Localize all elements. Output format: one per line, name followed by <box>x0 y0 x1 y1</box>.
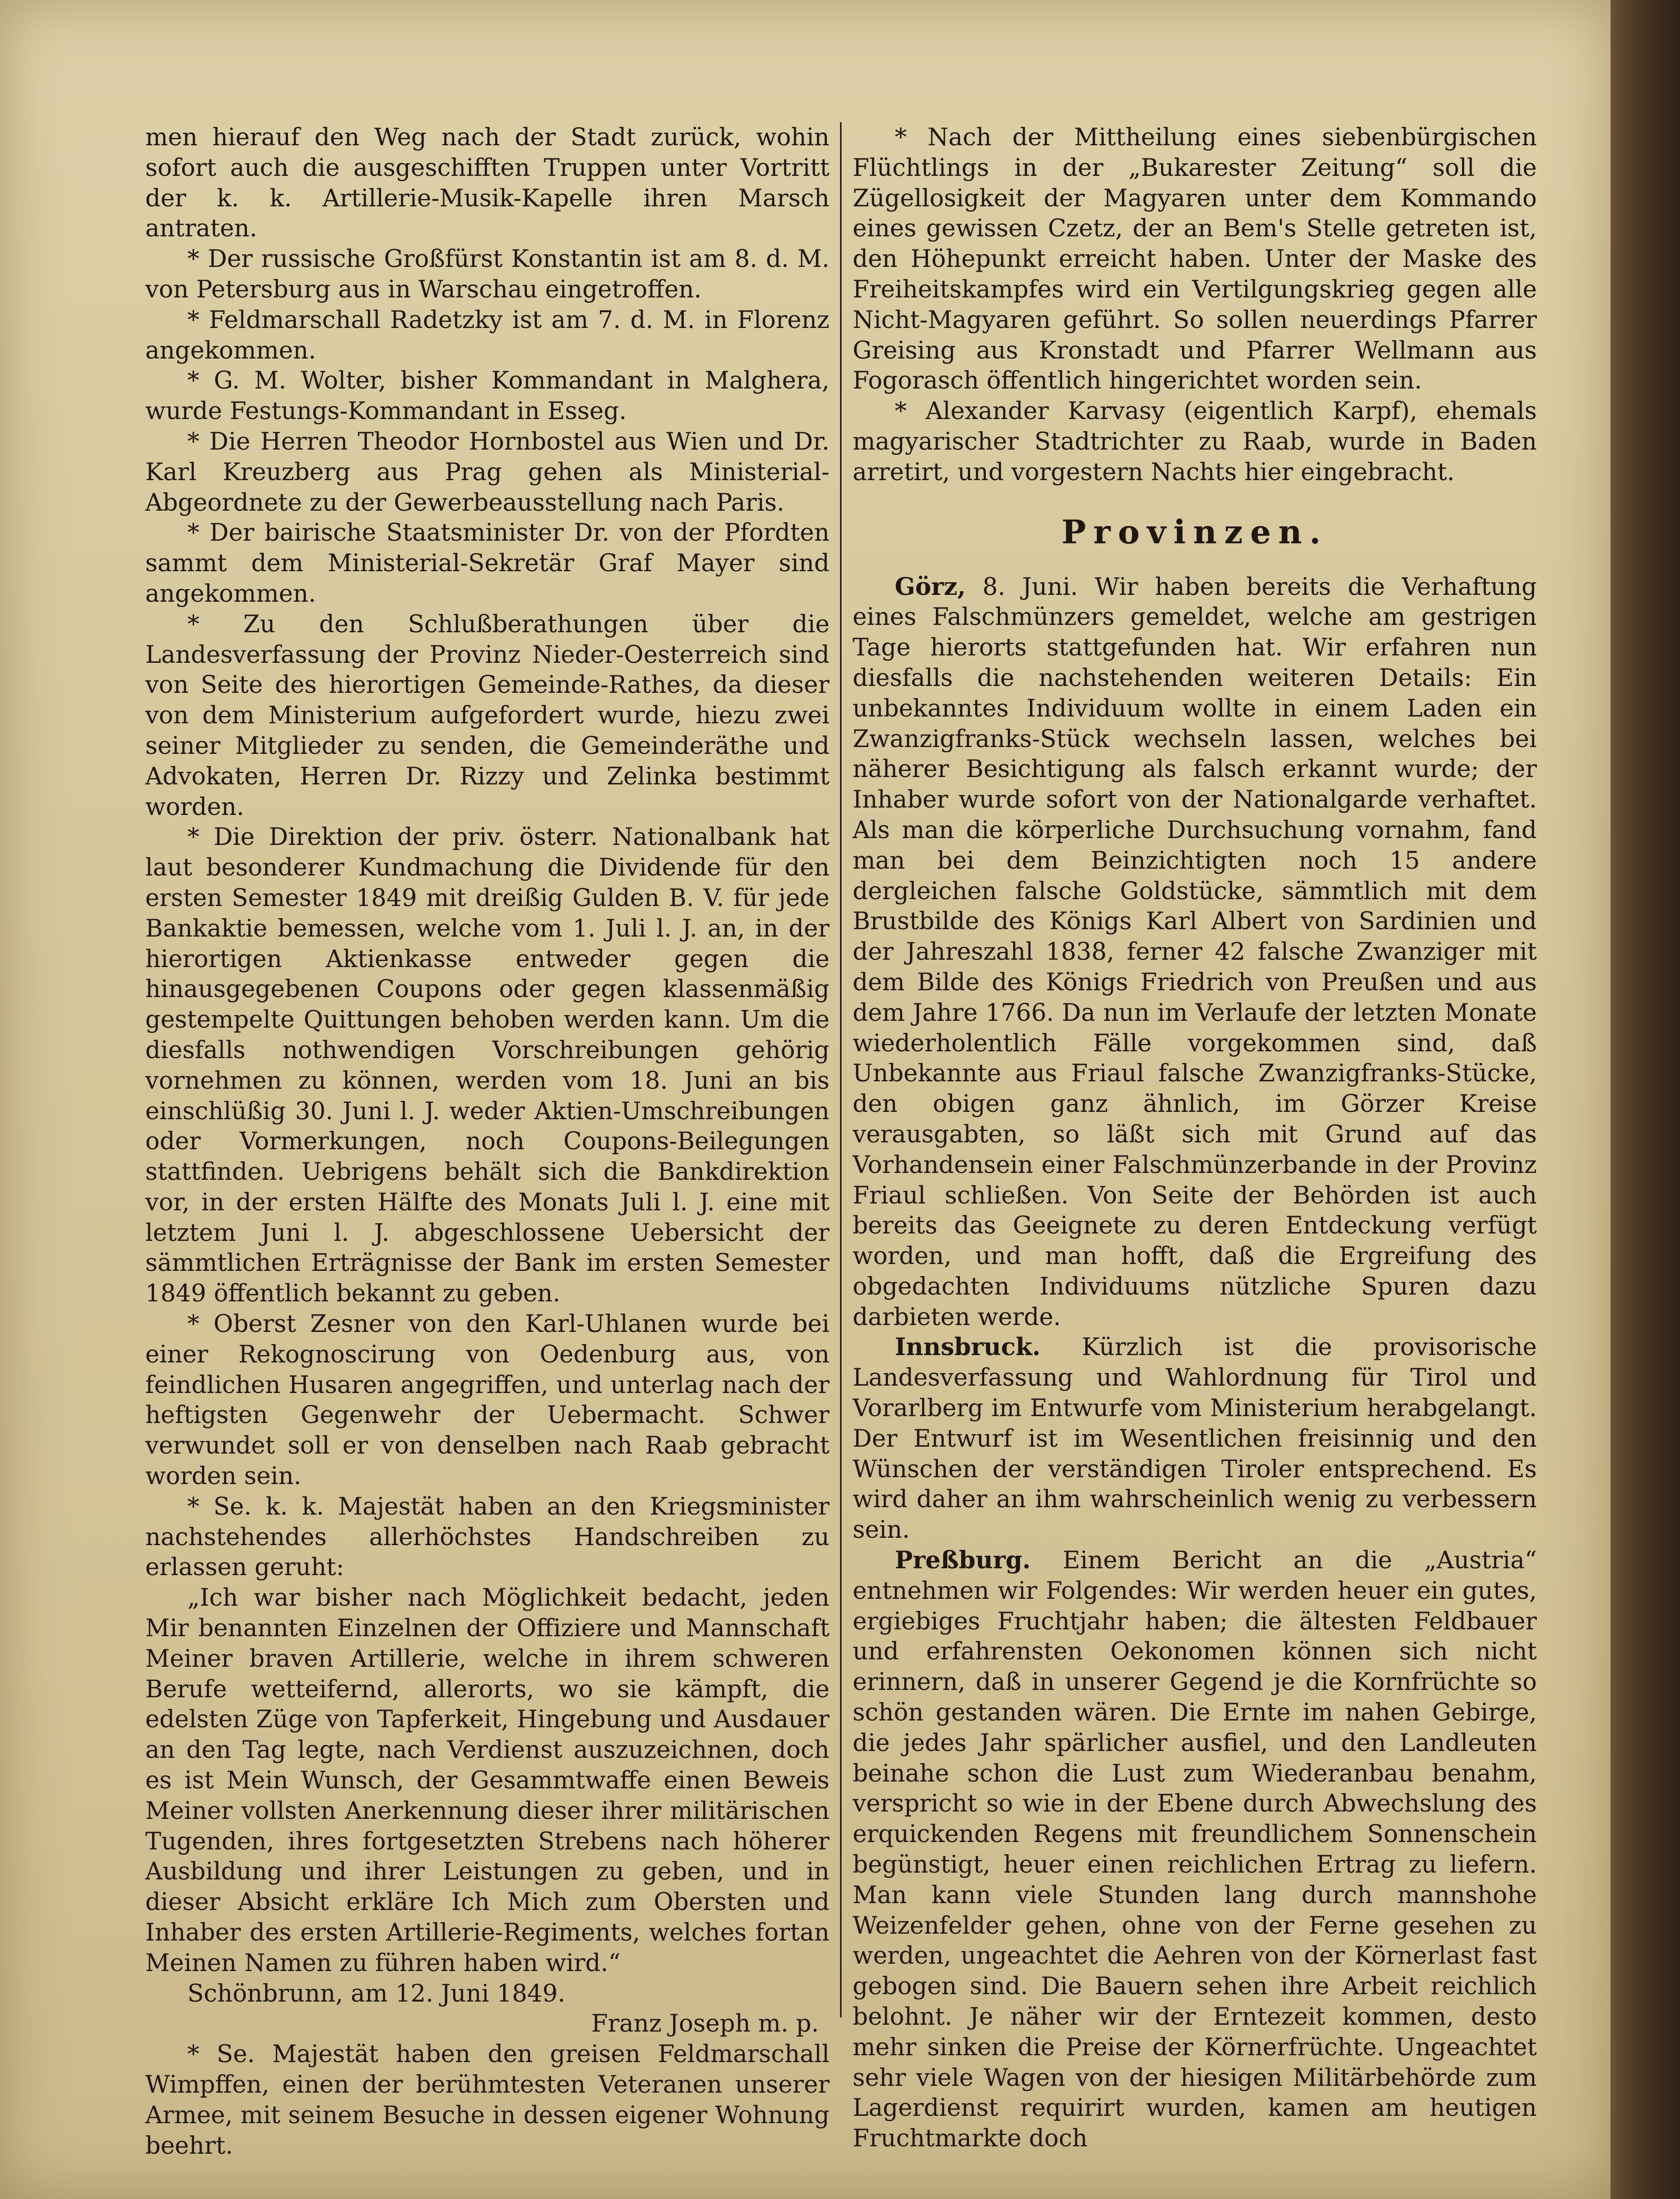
paragraph: * Oberst Zesner von den Karl-Uhlanen wurde bei einer Rekognoscirung von Oedenburg aus, von feindlichen Husaren angegriffen, und unterlag nach der heftigsten Gegenwehr der Uebermacht. Schwer verwundet soll er von denselben nach Raab gebracht worden sein. <box>145 1310 829 1490</box>
paragraph: * Se. Majestät haben den greisen Feldmarschall Wimpffen, einen der berühmtesten Veteranen unserer Armee, mit seinem Besuche in dessen eigener Wohnung beehrt. <box>145 2040 829 2160</box>
paragraph: * Die Herren Theodor Hornbostel aus Wien und Dr. Karl Kreuzberg aus Prag gehen als Ministerial-Abgeordnete zu der Gewerbeausstellung nach Paris. <box>145 427 829 516</box>
report-pressburg <box>853 1545 1537 2154</box>
paragraph: * Se. k. k. Majestät haben an den Kriegsminister nachstehendes allerhöchstes Handschreiben zu erlassen geruht: <box>145 1492 829 1581</box>
paragraph: * Nach der Mittheilung eines siebenbürgischen Flüchtlings in der „Bukarester Zeitung“ soll die Zügellosigkeit der Magyaren unter dem Kommando eines gewissen Czetz, der an Bem's Stelle getreten ist, den Höhepunkt erreicht haben. Unter der Maske des Freiheitskampfes wird ein Vertilgungskrieg gegen alle Nicht-Magyaren geführt. So sollen neuerdings Pfarrer Greising aus Kronstadt und Pfarrer Wellmann aus Fogorasch öffentlich hingerichtet worden sein. <box>853 123 1537 395</box>
report-text: Kürzlich ist die provisorische Landesverfassung und Wahlordnung für Tirol und Vorarlberg im Entwurfe vom Ministerium herabgelangt. Der Entwurf ist im Wesentlichen freisinnig und den Wünschen der verständigen Tiroler entsprechend. Es wird daher an ihm wahrscheinlich wenig zu verbessern sein. <box>853 1333 1537 1544</box>
paragraph: * Der bairische Staatsminister Dr. von der Pfordten sammt dem Ministerial-Sekretär Graf Mayer sind angekommen. <box>145 519 829 608</box>
section-heading: Provinzen. <box>1061 512 1328 551</box>
book-binding-edge <box>1611 0 1680 2199</box>
paragraph: * Feldmarschall Radetzky ist am 7. d. M. in Florenz angekommen. <box>145 305 829 364</box>
report-goerz <box>853 572 1537 1332</box>
paragraph: * Der russische Großfürst Konstantin ist am 8. d. M. von Petersburg aus in Warschau eingetroffen. <box>145 245 829 303</box>
place-date: Schönbrunn, am 12. Juni 1849. <box>187 1979 566 2007</box>
report-text: Einem Bericht an die „Austria“ entnehmen wir Folgendes: Wir werden heuer ein gutes, ergiebiges Fruchtjahr haben; die ältesten Feldbauer und erfahrensten Oekonomen können sich nicht erinnern, daß in unserer Gegend je die Kornfrüchte so schön gestanden wären. Die Ernte im nahen Gebirge, die jedes Jahr spärlicher ausfiel, und den Landleuten beinahe schon die Lust zum Wiederanbau benahm, verspricht so wie in der Ebene durch Abwechslung des erquickenden Regens mit freundlichem Sonnenschein begünstigt, heuer einen reichlichen Ertrag zu liefern. Man kann viele Stunden lang durch mannshohe Weizenfelder gehen, ohne von der Ferne gesehen zu werden, ungeachtet die Aehren von der Körnerlast fast gebogen sind. Die Bauern sehen ihre Arbeit reichlich belohnt. Je näher wir der Erntezeit kommen, desto mehr sinken die Preise der Körnerfrüchte. Ungeachtet sehr viele Wagen von der hiesigen Militärbehörde zum Lagerdienst requirirt wurden, kamen am heutigen Fruchtmarkte doch <box>853 1546 1537 2153</box>
report-place: Preßburg. <box>895 1546 1031 1575</box>
right-column <box>853 122 1537 2154</box>
imperial-letter: „Ich war bisher nach Möglichkeit bedacht, jeden Mir benannten Einzelnen der Offiziere und Mannschaft Meiner braven Artillerie, welche in ihrem schweren Berufe wetteifernd, allerorts, wo sie kämpft, die edelsten Züge von Tapferkeit, Hingebung und Ausdauer an den Tag legte, nach Verdienst auszuzeichnen, doch es ist Mein Wunsch, der Gesammtwaffe einen Beweis Meiner vollsten Anerkennung dieser ihrer militärischen Tugenden, ihres fortgesetzten Strebens nach höherer Ausbildung und ihrer Leistungen zu geben, und in dieser Absicht erkläre Ich Mich zum Obersten und Inhaber des ersten Artillerie-Regiments, welches fortan Meinen Namen zu führen haben wird.“ <box>145 1584 829 1977</box>
report-place: Görz, <box>895 572 966 601</box>
column-divider <box>840 122 842 2017</box>
report-place: Innsbruck. <box>895 1332 1041 1361</box>
signature: Franz Joseph m. p. <box>591 2009 819 2038</box>
left-column <box>145 122 829 2161</box>
paragraph: * Die Direktion der priv. österr. Nationalbank hat laut besonderer Kundmachung die Dividende für den ersten Semester 1849 mit dreißig Gulden B. V. für jede Bankaktie bemessen, welche vom 1. Juli l. J. an, in der hierortigen Aktienkasse entweder gegen die hinausgegebenen Coupons oder gegen klassenmäßig gestempelte Quittungen behoben werden kann. Um die diesfalls nothwendigen Vorschreibungen gehörig vornehmen zu können, werden vom 18. Juni an bis einschlüßig 30. Juni l. J. weder Aktien-Umschreibungen oder Vormerkungen, noch Coupons-Beilegungen stattfinden. Uebrigens behält sich die Bankdirektion vor, in der ersten Hälfte des Monats Juli l. J. eine mit letztem Juni l. J. abgeschlossene Uebersicht der sämmtlichen Erträgnisse der Bank im ersten Semester 1849 öffentlich bekannt zu geben. <box>145 823 829 1308</box>
report-innsbruck <box>853 1332 1537 1545</box>
paragraph: men hierauf den Weg nach der Stadt zurück, wohin sofort auch die ausgeschifften Truppen unter Vortritt der k. k. Artillerie-Musik-Kapelle ihren Marsch antraten. <box>145 123 829 243</box>
paragraph: * G. M. Wolter, bisher Kommandant in Malghera, wurde Festungs-Kommandant in Esseg. <box>145 366 829 425</box>
paragraph: * Alexander Karvasy (eigentlich Karpf), ehemals magyarischer Stadtrichter zu Raab, wurde in Baden arretirt, und vorgestern Nachts hier eingebracht. <box>853 397 1537 486</box>
report-text: 8. Juni. Wir haben bereits die Verhaftung eines Falschmünzers gemeldet, welche am gestrigen Tage hierorts stattgefunden hat. Wir erfahren nun diesfalls die nachstehenden weiteren Details: Ein unbekanntes Individuum wollte in einem Laden ein Zwanzigfranks-Stück wechseln lassen, welches bei näherer Besichtigung als falsch erkannt wurde; der Inhaber wurde sofort von der Nationalgarde verhaftet. Als man die körperliche Durchsuchung vornahm, fand man bei dem Beinzichtigten noch 15 andere dergleichen falsche Goldstücke, sämmtlich mit dem Brustbilde des Königs Karl Albert von Sardinien und der Jahreszahl 1838, ferner 42 falsche Zwanziger mit dem Bilde des Königs Friedrich von Preußen und aus dem Jahre 1766. Da nun im Verlaufe der letzten Monate wiederholentlich Fälle vorgekommen sind, daß Unbekannte aus Friaul falsche Zwanzigfranks-Stücke, den obigen ganz ähnlich, im Görzer Kreise verausgabten, so läßt sich mit Grund auf das Vorhandensein einer Falschmünzerbande in der Provinz Friaul schließen. Von Seite der Behörden ist auch bereits das Geeignete zu deren Entdeckung verfügt worden, und man hofft, daß die Ergreifung des obgedachten Individuums nützliche Spuren dazu darbieten werde. <box>853 572 1537 1331</box>
paragraph: * Zu den Schlußberathungen über die Landesverfassung der Provinz Nieder-Oesterreich sind von Seite des hierortigen Gemeinde-Rathes, da dieser von dem Ministerium aufgefordert wurde, hiezu zwei seiner Mitglieder zu senden, die Gemeinderäthe und Advokaten, Herren Dr. Rizzy und Zelinka bestimmt worden. <box>145 610 829 821</box>
